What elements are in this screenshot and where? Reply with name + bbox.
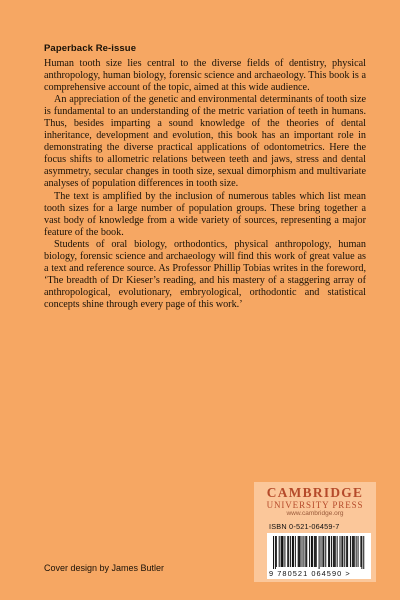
barcode [267, 533, 371, 579]
blurb-paragraph-4: Students of oral biology, orthodontics, physical anthropology, human biology, forensic science and archaeology will find this work of great value as a text and reference source. As Professor Phillip Tobias writes in the foreword, ‘The breadth of Dr Kieser’s reading, and his mastery of a staggering array of anthropological, evolutionary, embryological, orthodontic and statistical concepts shine through every page of this work.’ [44, 238, 366, 310]
cover-design-credit: Cover design by James Butler [44, 563, 165, 573]
blurb-paragraph-3: The text is amplified by the inclusion of numerous tables which list mean tooth sizes for a large number of population groups. These bring together a vast body of knowledge from a wide variety of sources, representing a major feature of the book. [44, 190, 366, 238]
publisher-url: www.cambridge.org [286, 510, 344, 517]
publisher-logo-name: CAMBRIDGE [266, 485, 364, 500]
publisher-logo-subtitle: UNIVERSITY PRESS [266, 500, 364, 510]
publisher-panel [254, 482, 376, 582]
barcode-number: 9 780521 064590 > [269, 569, 351, 578]
barcode-bars-icon [267, 533, 371, 569]
blurb-text [44, 58, 366, 311]
reissue-heading: Paperback Re-issue [44, 43, 137, 54]
blurb-paragraph-2: An appreciation of the genetic and environmental determinants of tooth size is fundamental to an understanding of the metric variation of teeth in humans. Thus, besides imparting a sound knowledge of the theories of dental inheritance, development and evolution, this book has an important role in demonstrating the diverse practical applications of odontometrics. Here the focus shifts to allometric relations between teeth and jaws, stress and dental asymmetry, secular changes in tooth size, sexual dimorphism and multivariate analyses of population differences in tooth size. [44, 94, 366, 190]
isbn-label: ISBN 0-521-06459-7 [269, 522, 340, 531]
blurb-paragraph-1: Human tooth size lies central to the diverse fields of dentistry, physical anthropology, human biology, forensic science and archaeology. This book is a comprehensive account of the topic, aimed at this wide audience. [44, 58, 366, 94]
